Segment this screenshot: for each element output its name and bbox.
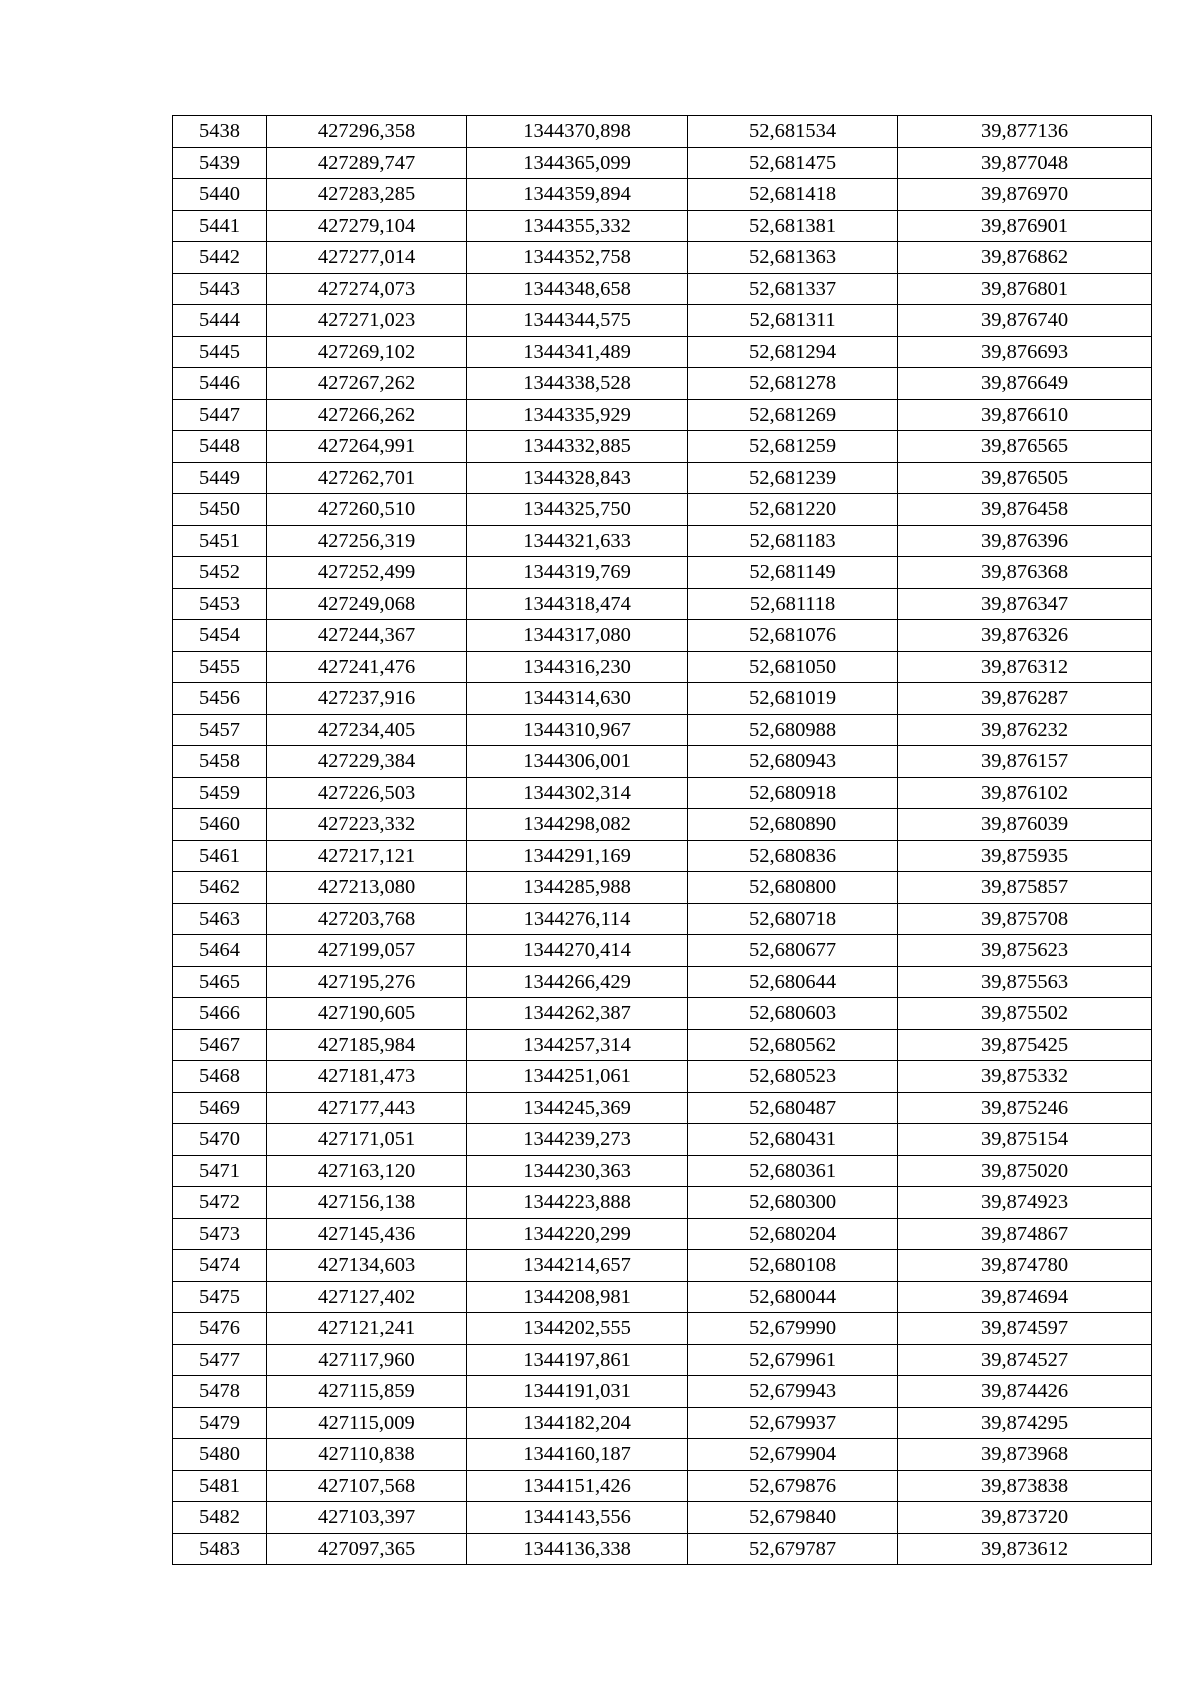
point-number-cell: 5460 bbox=[173, 809, 267, 841]
table-row bbox=[173, 1439, 1152, 1471]
y-coordinate-cell: 1344316,230 bbox=[467, 651, 688, 683]
y-coordinate-cell: 1344318,474 bbox=[467, 588, 688, 620]
longitude-cell: 39,875708 bbox=[898, 903, 1152, 935]
point-number-cell: 5451 bbox=[173, 525, 267, 557]
longitude-cell: 39,876368 bbox=[898, 557, 1152, 589]
table-row bbox=[173, 809, 1152, 841]
table-row bbox=[173, 462, 1152, 494]
x-coordinate-cell: 427199,057 bbox=[267, 935, 467, 967]
y-coordinate-cell: 1344344,575 bbox=[467, 305, 688, 337]
latitude-cell: 52,681239 bbox=[688, 462, 898, 494]
point-number-cell: 5453 bbox=[173, 588, 267, 620]
longitude-cell: 39,875332 bbox=[898, 1061, 1152, 1093]
y-coordinate-cell: 1344365,099 bbox=[467, 147, 688, 179]
longitude-cell: 39,875935 bbox=[898, 840, 1152, 872]
x-coordinate-cell: 427145,436 bbox=[267, 1218, 467, 1250]
point-number-cell: 5441 bbox=[173, 210, 267, 242]
latitude-cell: 52,680677 bbox=[688, 935, 898, 967]
x-coordinate-cell: 427252,499 bbox=[267, 557, 467, 589]
x-coordinate-cell: 427097,365 bbox=[267, 1533, 467, 1565]
table-row bbox=[173, 336, 1152, 368]
table-row bbox=[173, 746, 1152, 778]
latitude-cell: 52,681118 bbox=[688, 588, 898, 620]
latitude-cell: 52,681076 bbox=[688, 620, 898, 652]
longitude-cell: 39,876396 bbox=[898, 525, 1152, 557]
longitude-cell: 39,875563 bbox=[898, 966, 1152, 998]
table-row bbox=[173, 1470, 1152, 1502]
latitude-cell: 52,680918 bbox=[688, 777, 898, 809]
point-number-cell: 5467 bbox=[173, 1029, 267, 1061]
x-coordinate-cell: 427190,605 bbox=[267, 998, 467, 1030]
y-coordinate-cell: 1344182,204 bbox=[467, 1407, 688, 1439]
y-coordinate-cell: 1344208,981 bbox=[467, 1281, 688, 1313]
latitude-cell: 52,679990 bbox=[688, 1313, 898, 1345]
y-coordinate-cell: 1344298,082 bbox=[467, 809, 688, 841]
table-row bbox=[173, 651, 1152, 683]
y-coordinate-cell: 1344328,843 bbox=[467, 462, 688, 494]
point-number-cell: 5469 bbox=[173, 1092, 267, 1124]
table-row bbox=[173, 777, 1152, 809]
coordinates-table bbox=[172, 115, 1152, 1565]
latitude-cell: 52,681475 bbox=[688, 147, 898, 179]
x-coordinate-cell: 427269,102 bbox=[267, 336, 467, 368]
table-row bbox=[173, 1155, 1152, 1187]
latitude-cell: 52,681363 bbox=[688, 242, 898, 274]
table-row bbox=[173, 998, 1152, 1030]
table-row bbox=[173, 1313, 1152, 1345]
x-coordinate-cell: 427156,138 bbox=[267, 1187, 467, 1219]
table-row bbox=[173, 147, 1152, 179]
longitude-cell: 39,876102 bbox=[898, 777, 1152, 809]
x-coordinate-cell: 427256,319 bbox=[267, 525, 467, 557]
x-coordinate-cell: 427237,916 bbox=[267, 683, 467, 715]
point-number-cell: 5439 bbox=[173, 147, 267, 179]
table-row bbox=[173, 1533, 1152, 1565]
table-row bbox=[173, 588, 1152, 620]
y-coordinate-cell: 1344262,387 bbox=[467, 998, 688, 1030]
point-number-cell: 5452 bbox=[173, 557, 267, 589]
y-coordinate-cell: 1344355,332 bbox=[467, 210, 688, 242]
y-coordinate-cell: 1344317,080 bbox=[467, 620, 688, 652]
y-coordinate-cell: 1344136,338 bbox=[467, 1533, 688, 1565]
x-coordinate-cell: 427260,510 bbox=[267, 494, 467, 526]
latitude-cell: 52,681278 bbox=[688, 368, 898, 400]
x-coordinate-cell: 427103,397 bbox=[267, 1502, 467, 1534]
table-row bbox=[173, 966, 1152, 998]
point-number-cell: 5483 bbox=[173, 1533, 267, 1565]
latitude-cell: 52,680890 bbox=[688, 809, 898, 841]
latitude-cell: 52,680836 bbox=[688, 840, 898, 872]
y-coordinate-cell: 1344266,429 bbox=[467, 966, 688, 998]
point-number-cell: 5476 bbox=[173, 1313, 267, 1345]
x-coordinate-cell: 427244,367 bbox=[267, 620, 467, 652]
table-row bbox=[173, 431, 1152, 463]
point-number-cell: 5442 bbox=[173, 242, 267, 274]
point-number-cell: 5458 bbox=[173, 746, 267, 778]
table-row bbox=[173, 179, 1152, 211]
latitude-cell: 52,681220 bbox=[688, 494, 898, 526]
table-row bbox=[173, 399, 1152, 431]
x-coordinate-cell: 427181,473 bbox=[267, 1061, 467, 1093]
point-number-cell: 5440 bbox=[173, 179, 267, 211]
x-coordinate-cell: 427279,104 bbox=[267, 210, 467, 242]
table-row bbox=[173, 1187, 1152, 1219]
x-coordinate-cell: 427213,080 bbox=[267, 872, 467, 904]
x-coordinate-cell: 427283,285 bbox=[267, 179, 467, 211]
latitude-cell: 52,681259 bbox=[688, 431, 898, 463]
y-coordinate-cell: 1344370,898 bbox=[467, 116, 688, 148]
x-coordinate-cell: 427121,241 bbox=[267, 1313, 467, 1345]
latitude-cell: 52,680800 bbox=[688, 872, 898, 904]
longitude-cell: 39,876039 bbox=[898, 809, 1152, 841]
latitude-cell: 52,679787 bbox=[688, 1533, 898, 1565]
table-row bbox=[173, 683, 1152, 715]
point-number-cell: 5480 bbox=[173, 1439, 267, 1471]
x-coordinate-cell: 427185,984 bbox=[267, 1029, 467, 1061]
longitude-cell: 39,873612 bbox=[898, 1533, 1152, 1565]
y-coordinate-cell: 1344314,630 bbox=[467, 683, 688, 715]
y-coordinate-cell: 1344220,299 bbox=[467, 1218, 688, 1250]
table-row bbox=[173, 620, 1152, 652]
y-coordinate-cell: 1344143,556 bbox=[467, 1502, 688, 1534]
x-coordinate-cell: 427241,476 bbox=[267, 651, 467, 683]
table-row bbox=[173, 840, 1152, 872]
x-coordinate-cell: 427115,009 bbox=[267, 1407, 467, 1439]
table-row bbox=[173, 210, 1152, 242]
point-number-cell: 5459 bbox=[173, 777, 267, 809]
point-number-cell: 5463 bbox=[173, 903, 267, 935]
y-coordinate-cell: 1344257,314 bbox=[467, 1029, 688, 1061]
longitude-cell: 39,876312 bbox=[898, 651, 1152, 683]
x-coordinate-cell: 427107,568 bbox=[267, 1470, 467, 1502]
table-row bbox=[173, 273, 1152, 305]
y-coordinate-cell: 1344291,169 bbox=[467, 840, 688, 872]
longitude-cell: 39,876287 bbox=[898, 683, 1152, 715]
y-coordinate-cell: 1344341,489 bbox=[467, 336, 688, 368]
point-number-cell: 5474 bbox=[173, 1250, 267, 1282]
point-number-cell: 5438 bbox=[173, 116, 267, 148]
x-coordinate-cell: 427266,262 bbox=[267, 399, 467, 431]
y-coordinate-cell: 1344285,988 bbox=[467, 872, 688, 904]
latitude-cell: 52,679961 bbox=[688, 1344, 898, 1376]
x-coordinate-cell: 427127,402 bbox=[267, 1281, 467, 1313]
longitude-cell: 39,876740 bbox=[898, 305, 1152, 337]
point-number-cell: 5465 bbox=[173, 966, 267, 998]
table-row bbox=[173, 1092, 1152, 1124]
y-coordinate-cell: 1344230,363 bbox=[467, 1155, 688, 1187]
longitude-cell: 39,876862 bbox=[898, 242, 1152, 274]
x-coordinate-cell: 427115,859 bbox=[267, 1376, 467, 1408]
longitude-cell: 39,875246 bbox=[898, 1092, 1152, 1124]
x-coordinate-cell: 427171,051 bbox=[267, 1124, 467, 1156]
latitude-cell: 52,680044 bbox=[688, 1281, 898, 1313]
table-row bbox=[173, 935, 1152, 967]
point-number-cell: 5482 bbox=[173, 1502, 267, 1534]
latitude-cell: 52,681294 bbox=[688, 336, 898, 368]
x-coordinate-cell: 427262,701 bbox=[267, 462, 467, 494]
longitude-cell: 39,876649 bbox=[898, 368, 1152, 400]
latitude-cell: 52,680361 bbox=[688, 1155, 898, 1187]
x-coordinate-cell: 427277,014 bbox=[267, 242, 467, 274]
latitude-cell: 52,681050 bbox=[688, 651, 898, 683]
longitude-cell: 39,875020 bbox=[898, 1155, 1152, 1187]
latitude-cell: 52,680204 bbox=[688, 1218, 898, 1250]
point-number-cell: 5448 bbox=[173, 431, 267, 463]
table-row bbox=[173, 1029, 1152, 1061]
y-coordinate-cell: 1344359,894 bbox=[467, 179, 688, 211]
latitude-cell: 52,679943 bbox=[688, 1376, 898, 1408]
point-number-cell: 5443 bbox=[173, 273, 267, 305]
point-number-cell: 5466 bbox=[173, 998, 267, 1030]
x-coordinate-cell: 427234,405 bbox=[267, 714, 467, 746]
point-number-cell: 5470 bbox=[173, 1124, 267, 1156]
longitude-cell: 39,876693 bbox=[898, 336, 1152, 368]
y-coordinate-cell: 1344191,031 bbox=[467, 1376, 688, 1408]
longitude-cell: 39,876458 bbox=[898, 494, 1152, 526]
x-coordinate-cell: 427117,960 bbox=[267, 1344, 467, 1376]
coordinates-table-body bbox=[173, 116, 1152, 1565]
longitude-cell: 39,876565 bbox=[898, 431, 1152, 463]
y-coordinate-cell: 1344348,658 bbox=[467, 273, 688, 305]
x-coordinate-cell: 427274,073 bbox=[267, 273, 467, 305]
y-coordinate-cell: 1344160,187 bbox=[467, 1439, 688, 1471]
latitude-cell: 52,679876 bbox=[688, 1470, 898, 1502]
table-row bbox=[173, 116, 1152, 148]
point-number-cell: 5477 bbox=[173, 1344, 267, 1376]
longitude-cell: 39,875425 bbox=[898, 1029, 1152, 1061]
latitude-cell: 52,681418 bbox=[688, 179, 898, 211]
latitude-cell: 52,679904 bbox=[688, 1439, 898, 1471]
longitude-cell: 39,876347 bbox=[898, 588, 1152, 620]
y-coordinate-cell: 1344302,314 bbox=[467, 777, 688, 809]
longitude-cell: 39,874426 bbox=[898, 1376, 1152, 1408]
latitude-cell: 52,681149 bbox=[688, 557, 898, 589]
point-number-cell: 5446 bbox=[173, 368, 267, 400]
longitude-cell: 39,876970 bbox=[898, 179, 1152, 211]
table-row bbox=[173, 903, 1152, 935]
point-number-cell: 5444 bbox=[173, 305, 267, 337]
longitude-cell: 39,875857 bbox=[898, 872, 1152, 904]
table-row bbox=[173, 494, 1152, 526]
longitude-cell: 39,874923 bbox=[898, 1187, 1152, 1219]
point-number-cell: 5457 bbox=[173, 714, 267, 746]
latitude-cell: 52,681269 bbox=[688, 399, 898, 431]
point-number-cell: 5454 bbox=[173, 620, 267, 652]
longitude-cell: 39,874597 bbox=[898, 1313, 1152, 1345]
table-row bbox=[173, 872, 1152, 904]
longitude-cell: 39,876901 bbox=[898, 210, 1152, 242]
longitude-cell: 39,874527 bbox=[898, 1344, 1152, 1376]
longitude-cell: 39,875154 bbox=[898, 1124, 1152, 1156]
y-coordinate-cell: 1344223,888 bbox=[467, 1187, 688, 1219]
x-coordinate-cell: 427217,121 bbox=[267, 840, 467, 872]
point-number-cell: 5471 bbox=[173, 1155, 267, 1187]
x-coordinate-cell: 427134,603 bbox=[267, 1250, 467, 1282]
longitude-cell: 39,873720 bbox=[898, 1502, 1152, 1534]
point-number-cell: 5478 bbox=[173, 1376, 267, 1408]
x-coordinate-cell: 427203,768 bbox=[267, 903, 467, 935]
point-number-cell: 5468 bbox=[173, 1061, 267, 1093]
latitude-cell: 52,681183 bbox=[688, 525, 898, 557]
point-number-cell: 5479 bbox=[173, 1407, 267, 1439]
table-row bbox=[173, 714, 1152, 746]
y-coordinate-cell: 1344310,967 bbox=[467, 714, 688, 746]
table-row bbox=[173, 1218, 1152, 1250]
latitude-cell: 52,681337 bbox=[688, 273, 898, 305]
latitude-cell: 52,681311 bbox=[688, 305, 898, 337]
table-row bbox=[173, 368, 1152, 400]
table-row bbox=[173, 1061, 1152, 1093]
latitude-cell: 52,680644 bbox=[688, 966, 898, 998]
table-row bbox=[173, 305, 1152, 337]
longitude-cell: 39,876505 bbox=[898, 462, 1152, 494]
x-coordinate-cell: 427264,991 bbox=[267, 431, 467, 463]
x-coordinate-cell: 427195,276 bbox=[267, 966, 467, 998]
y-coordinate-cell: 1344276,114 bbox=[467, 903, 688, 935]
point-number-cell: 5481 bbox=[173, 1470, 267, 1502]
y-coordinate-cell: 1344202,555 bbox=[467, 1313, 688, 1345]
latitude-cell: 52,679937 bbox=[688, 1407, 898, 1439]
point-number-cell: 5455 bbox=[173, 651, 267, 683]
longitude-cell: 39,875623 bbox=[898, 935, 1152, 967]
x-coordinate-cell: 427229,384 bbox=[267, 746, 467, 778]
latitude-cell: 52,680562 bbox=[688, 1029, 898, 1061]
y-coordinate-cell: 1344306,001 bbox=[467, 746, 688, 778]
longitude-cell: 39,873838 bbox=[898, 1470, 1152, 1502]
latitude-cell: 52,680718 bbox=[688, 903, 898, 935]
x-coordinate-cell: 427249,068 bbox=[267, 588, 467, 620]
x-coordinate-cell: 427271,023 bbox=[267, 305, 467, 337]
table-row bbox=[173, 1250, 1152, 1282]
table-row bbox=[173, 525, 1152, 557]
y-coordinate-cell: 1344319,769 bbox=[467, 557, 688, 589]
table-row bbox=[173, 1124, 1152, 1156]
y-coordinate-cell: 1344352,758 bbox=[467, 242, 688, 274]
table-row bbox=[173, 1281, 1152, 1313]
longitude-cell: 39,874867 bbox=[898, 1218, 1152, 1250]
x-coordinate-cell: 427177,443 bbox=[267, 1092, 467, 1124]
latitude-cell: 52,681534 bbox=[688, 116, 898, 148]
y-coordinate-cell: 1344197,861 bbox=[467, 1344, 688, 1376]
longitude-cell: 39,877048 bbox=[898, 147, 1152, 179]
point-number-cell: 5464 bbox=[173, 935, 267, 967]
table-row bbox=[173, 1376, 1152, 1408]
latitude-cell: 52,680943 bbox=[688, 746, 898, 778]
y-coordinate-cell: 1344325,750 bbox=[467, 494, 688, 526]
table-row bbox=[173, 242, 1152, 274]
y-coordinate-cell: 1344335,929 bbox=[467, 399, 688, 431]
longitude-cell: 39,874780 bbox=[898, 1250, 1152, 1282]
y-coordinate-cell: 1344251,061 bbox=[467, 1061, 688, 1093]
latitude-cell: 52,680603 bbox=[688, 998, 898, 1030]
longitude-cell: 39,876610 bbox=[898, 399, 1152, 431]
x-coordinate-cell: 427163,120 bbox=[267, 1155, 467, 1187]
longitude-cell: 39,873968 bbox=[898, 1439, 1152, 1471]
x-coordinate-cell: 427296,358 bbox=[267, 116, 467, 148]
point-number-cell: 5450 bbox=[173, 494, 267, 526]
y-coordinate-cell: 1344151,426 bbox=[467, 1470, 688, 1502]
longitude-cell: 39,874694 bbox=[898, 1281, 1152, 1313]
point-number-cell: 5447 bbox=[173, 399, 267, 431]
y-coordinate-cell: 1344338,528 bbox=[467, 368, 688, 400]
y-coordinate-cell: 1344270,414 bbox=[467, 935, 688, 967]
longitude-cell: 39,876326 bbox=[898, 620, 1152, 652]
point-number-cell: 5456 bbox=[173, 683, 267, 715]
longitude-cell: 39,876801 bbox=[898, 273, 1152, 305]
point-number-cell: 5449 bbox=[173, 462, 267, 494]
point-number-cell: 5445 bbox=[173, 336, 267, 368]
y-coordinate-cell: 1344332,885 bbox=[467, 431, 688, 463]
x-coordinate-cell: 427226,503 bbox=[267, 777, 467, 809]
longitude-cell: 39,875502 bbox=[898, 998, 1152, 1030]
latitude-cell: 52,680431 bbox=[688, 1124, 898, 1156]
y-coordinate-cell: 1344214,657 bbox=[467, 1250, 688, 1282]
latitude-cell: 52,680487 bbox=[688, 1092, 898, 1124]
point-number-cell: 5462 bbox=[173, 872, 267, 904]
y-coordinate-cell: 1344239,273 bbox=[467, 1124, 688, 1156]
latitude-cell: 52,680300 bbox=[688, 1187, 898, 1219]
latitude-cell: 52,680988 bbox=[688, 714, 898, 746]
point-number-cell: 5475 bbox=[173, 1281, 267, 1313]
x-coordinate-cell: 427267,262 bbox=[267, 368, 467, 400]
x-coordinate-cell: 427289,747 bbox=[267, 147, 467, 179]
point-number-cell: 5472 bbox=[173, 1187, 267, 1219]
longitude-cell: 39,874295 bbox=[898, 1407, 1152, 1439]
x-coordinate-cell: 427223,332 bbox=[267, 809, 467, 841]
longitude-cell: 39,877136 bbox=[898, 116, 1152, 148]
latitude-cell: 52,681381 bbox=[688, 210, 898, 242]
point-number-cell: 5461 bbox=[173, 840, 267, 872]
latitude-cell: 52,679840 bbox=[688, 1502, 898, 1534]
latitude-cell: 52,681019 bbox=[688, 683, 898, 715]
longitude-cell: 39,876232 bbox=[898, 714, 1152, 746]
x-coordinate-cell: 427110,838 bbox=[267, 1439, 467, 1471]
y-coordinate-cell: 1344321,633 bbox=[467, 525, 688, 557]
table-row bbox=[173, 1407, 1152, 1439]
point-number-cell: 5473 bbox=[173, 1218, 267, 1250]
table-row bbox=[173, 1502, 1152, 1534]
latitude-cell: 52,680108 bbox=[688, 1250, 898, 1282]
table-row bbox=[173, 557, 1152, 589]
latitude-cell: 52,680523 bbox=[688, 1061, 898, 1093]
table-row bbox=[173, 1344, 1152, 1376]
longitude-cell: 39,876157 bbox=[898, 746, 1152, 778]
y-coordinate-cell: 1344245,369 bbox=[467, 1092, 688, 1124]
